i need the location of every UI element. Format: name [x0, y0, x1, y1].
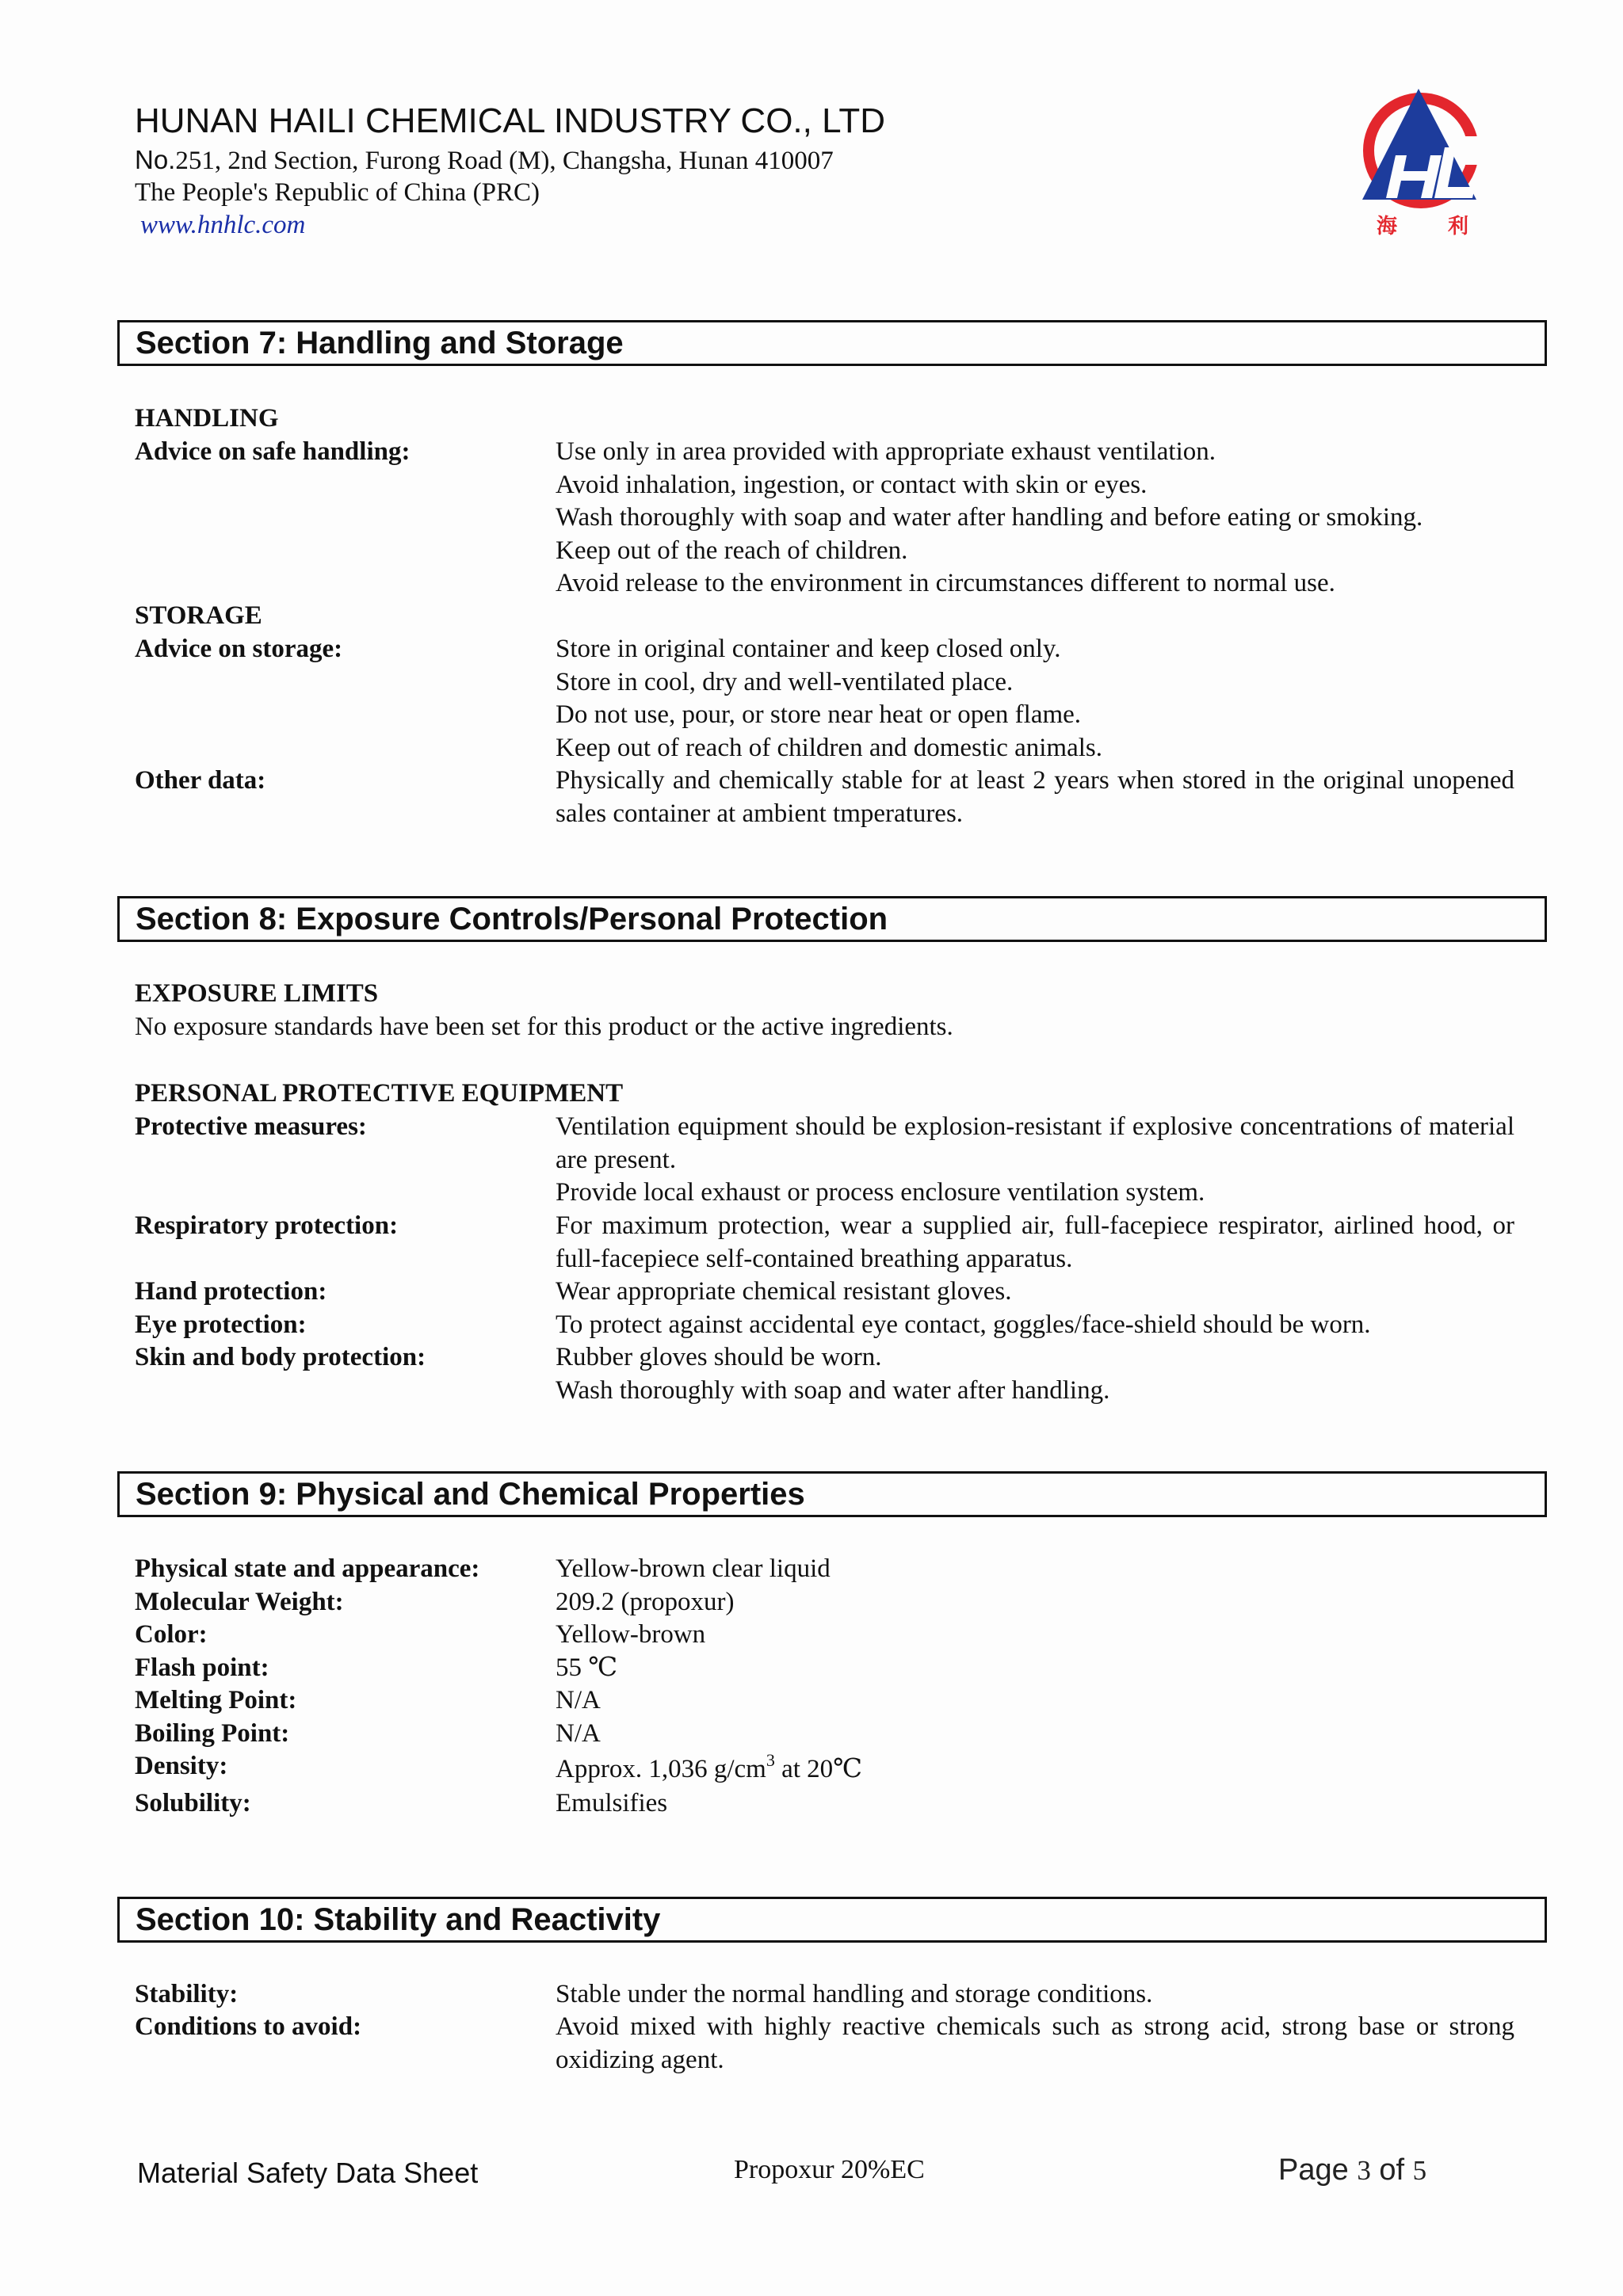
stability-value: Stable under the normal handling and storage conditions.	[556, 1980, 1153, 2008]
skin-protection-line: Rubber gloves should be worn.	[556, 1343, 882, 1371]
skin-protection-value	[556, 1341, 1514, 1407]
storage-item: Store in original container and keep closed only.	[556, 635, 1061, 663]
company-logo	[1359, 89, 1484, 244]
page-current: 3	[1357, 2155, 1371, 2186]
footer-document-type: Material Safety Data Sheet	[137, 2157, 479, 2189]
density-value-temp: at 20℃	[774, 1755, 863, 1783]
molecular-weight-value: 209.2 (propoxur)	[556, 1588, 735, 1616]
solubility-label: Solubility:	[135, 1789, 251, 1817]
conditions-to-avoid-value: Avoid mixed with highly reactive chemicals such as strong acid, strong base or strong oxidizing agent.	[556, 2012, 1514, 2074]
section-10-header: Section 10: Stability and Reactivity	[117, 1897, 1547, 1943]
other-data-label: Other data:	[135, 766, 266, 795]
eye-protection-value: To protect against accidental eye contact, goggles/face-shield should be worn.	[556, 1310, 1371, 1339]
logo-char-right: 利	[1448, 215, 1469, 238]
safe-handling-label: Advice on safe handling:	[135, 437, 411, 466]
protective-measures-line: Provide local exhaust or process enclosure ventilation system.	[556, 1178, 1205, 1207]
section-9-header: Section 9: Physical and Chemical Properties	[117, 1471, 1547, 1517]
color-label: Color:	[135, 1620, 208, 1649]
haili-logo-icon	[1359, 89, 1484, 244]
storage-list	[556, 633, 1514, 765]
storage-item: Keep out of reach of children and domestic animals.	[556, 733, 1103, 762]
solubility-value: Emulsifies	[556, 1789, 668, 1817]
respiratory-protection-value: For maximum protection, wear a supplied air, full-facepiece respirator, airlined hood, or full-facepiece self-contained breathing apparatus.	[556, 1211, 1514, 1273]
protective-measures-value	[556, 1111, 1514, 1210]
flash-point-label: Flash point:	[135, 1653, 269, 1682]
protective-measures-label: Protective measures:	[135, 1112, 367, 1141]
website-link[interactable]: www.hnhlc.com	[140, 211, 306, 239]
footer-product-name: Propoxur 20%EC	[734, 2155, 925, 2184]
hand-protection-value: Wear appropriate chemical resistant gloves.	[556, 1277, 1012, 1306]
storage-item: Store in cool, dry and well-ventilated place.	[556, 667, 1014, 696]
safe-handling-item: Avoid inhalation, ingestion, or contact with skin or eyes.	[556, 470, 1148, 499]
safe-handling-item: Use only in area provided with appropriate exhaust ventilation.	[556, 437, 1216, 466]
address-line-2: The People's Republic of China (PRC)	[135, 178, 540, 207]
storage-item: Do not use, pour, or store near heat or open flame.	[556, 700, 1082, 729]
melting-point-label: Melting Point:	[135, 1686, 297, 1714]
molecular-weight-label: Molecular Weight:	[135, 1588, 344, 1616]
address-no: No.	[135, 145, 176, 174]
safe-handling-item: Keep out of the reach of children.	[556, 536, 908, 565]
boiling-point-label: Boiling Point:	[135, 1719, 290, 1748]
hand-protection-label: Hand protection:	[135, 1277, 327, 1306]
address-line-1	[135, 145, 834, 176]
section-7-header: Section 7: Handling and Storage	[117, 320, 1547, 366]
physical-state-value: Yellow-brown clear liquid	[556, 1554, 831, 1583]
conditions-to-avoid-label: Conditions to avoid:	[135, 2012, 362, 2041]
density-label: Density:	[135, 1752, 228, 1780]
respiratory-protection-label: Respiratory protection:	[135, 1211, 399, 1240]
flash-point-value: 55 ℃	[556, 1653, 618, 1682]
skin-protection-label: Skin and body protection:	[135, 1343, 426, 1371]
safe-handling-list	[556, 436, 1514, 601]
color-value: Yellow-brown	[556, 1620, 706, 1649]
safe-handling-item: Avoid release to the environment in circumstances different to normal use.	[556, 569, 1335, 597]
exposure-limits-heading: EXPOSURE LIMITS	[135, 979, 379, 1008]
exposure-limits-text: No exposure standards have been set for this product or the active ingredients.	[135, 1013, 953, 1041]
storage-heading: STORAGE	[135, 601, 262, 630]
melting-point-value: N/A	[556, 1686, 601, 1714]
storage-label: Advice on storage:	[135, 635, 343, 663]
page-total: 5	[1412, 2155, 1427, 2186]
page-of: of	[1379, 2153, 1405, 2187]
eye-protection-label: Eye protection:	[135, 1310, 307, 1339]
footer-page-number	[1278, 2153, 1426, 2187]
protective-measures-line: Ventilation equipment should be explosion-resistant if explosive concentrations of material are present.	[556, 1112, 1514, 1174]
page-word: Page	[1278, 2153, 1349, 2187]
safe-handling-item: Wash thoroughly with soap and water after handling and before eating or smoking.	[556, 503, 1423, 532]
boiling-point-value: N/A	[556, 1719, 601, 1748]
company-name: HUNAN HAILI CHEMICAL INDUSTRY CO., LTD	[135, 101, 885, 140]
ppe-heading: PERSONAL PROTECTIVE EQUIPMENT	[135, 1079, 624, 1108]
address-line-1-rest: 251, 2nd Section, Furong Road (M), Changsha, Hunan 410007	[175, 147, 834, 175]
physical-state-label: Physical state and appearance:	[135, 1554, 480, 1583]
density-superscript: 3	[766, 1750, 775, 1770]
density-value-main: Approx. 1,036 g/cm	[556, 1755, 766, 1783]
section-8-header: Section 8: Exposure Controls/Personal Protection	[117, 896, 1547, 942]
stability-label: Stability:	[135, 1980, 239, 2008]
logo-char-left: 海	[1377, 215, 1398, 238]
handling-heading: HANDLING	[135, 404, 279, 433]
density-value	[556, 1750, 1514, 1787]
other-data-value: Physically and chemically stable for at least 2 years when stored in the original unopened sales container at ambient tmperatures.	[556, 766, 1514, 828]
skin-protection-line: Wash thoroughly with soap and water after handling.	[556, 1375, 1110, 1405]
